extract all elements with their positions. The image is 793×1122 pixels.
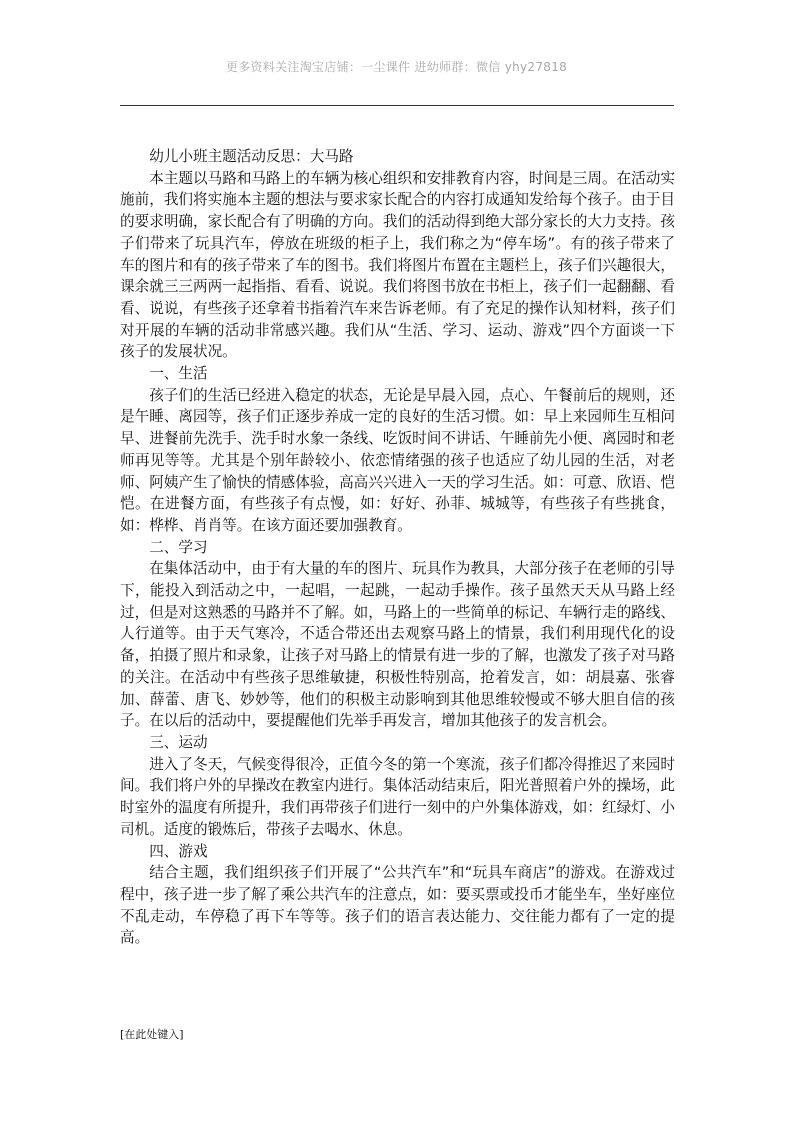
section-body-life: 孩子们的生活已经进入稳定的状态，无论是早晨入园，点心、午餐前后的规则，还是午睡、离园等，孩子们正逐步养成一定的良好的生活习惯。如：早上来园师生互相问早、进餐前先洗手、洗手时水象一条线、吃饭时间不讲话、午睡前先小便、离园时和老师再见等等。尤其是个别年龄较小、依恋情绪强的孩子也适应了幼儿园的生活，对老师、阿姨产生了愉快的情感体验，高高兴兴进入一天的学习生活。如：可意、欣语、恺恺。在进餐方面，有些孩子有点慢，如：好好、孙菲、城城等，有些孩子有些挑食，如：桦桦、肖肖等。在该方面还要加强教育。 (120, 386, 675, 534)
section-body-sports: 进入了冬天，气候变得很冷，正值今冬的第一个寒流，孩子们都冷得推迟了来园时间。我们将户外的早操改在教室内进行。集体活动结束后，阳光普照着户外的操场，此时室外的温度有所提升，我们再带孩子们进行一刻中的户外集体游戏，如：红绿灯、小司机。适度的锻炼后，带孩子去喝水、休息。 (120, 755, 675, 838)
footer-placeholder[interactable]: [在此处键入] (120, 1028, 184, 1041)
document-title: 幼儿小班主题活动反思：大马路 (149, 148, 354, 165)
section-body-study: 在集体活动中，由于有大量的车的图片、玩具作为教具，大部分孩子在老师的引导下，能投入到活动之中，一起唱，一起跳，一起动手操作。孩子虽然天天从马路上经过，但是对这熟悉的马路并不了解。如，马路上的一些简单的标记、车辆行走的路线、人行道等。由于天气寒冷，不适合带还出去观察马路上的情景，我们利用现代化的设备，拍摄了照片和录象，让孩子对马路上的情景有进一步的了解，也激发了孩子对马路的关注。在活动中有些孩子思维敏捷，积极性特别高，抢着发言，如：胡晨嘉、张睿加、薛蕾、唐飞、妙妙等，他们的积极主动影响到其他思维较慢或不够大胆自信的孩子。在以后的活动中，要提醒他们先举手再发言，增加其他孩子的发言机会。 (120, 560, 675, 730)
page-header: 更多资料关注淘宝店铺：一尘课件 进幼师群：微信 yhy27818 (225, 60, 568, 74)
document-body (120, 146, 675, 949)
section-heading-life: 一、生活 (149, 365, 208, 383)
section-heading-sports: 三、运动 (149, 733, 208, 751)
header-divider (120, 105, 674, 106)
section-heading-study: 二、学习 (149, 538, 208, 556)
section-heading-games: 四、游戏 (149, 842, 208, 860)
section-body-games: 结合主题，我们组织孩子们开展了“公共汽车”和“玩具车商店”的游戏。在游戏过程中，孩子进一步了解了乘公共汽车的注意点，如：要买票或投币才能坐车，坐好座位不乱走动，车停稳了再下车等等。孩子们的语言表达能力、交往能力都有了一定的提高。 (120, 864, 675, 947)
intro-paragraph: 本主题以马路和马路上的车辆为核心组织和安排教育内容，时间是三周。在活动实施前，我们将实施本主题的想法与要求家长配合的内容打成通知发给每个孩子。由于目的要求明确，家长配合有了明确的方向。我们的活动得到绝大部分家长的大力支持。孩子们带来了玩具汽车，停放在班级的柜子上，我们称之为“停车场”。有的孩子带来了车的图片和有的孩子带来了车的图书。我们将图片布置在主题栏上，孩子们兴趣很大，课余就三三两两一起指指、看看、说说。我们将图书放在书柜上，孩子们一起翻翻、看看、说说，有些孩子还拿着书指着汽车来告诉老师。有了充足的操作认知材料，孩子们对开展的车辆的活动非常感兴趣。我们从“生活、学习、运动、游戏”四个方面谈一下孩子的发展状况。 (120, 169, 675, 361)
